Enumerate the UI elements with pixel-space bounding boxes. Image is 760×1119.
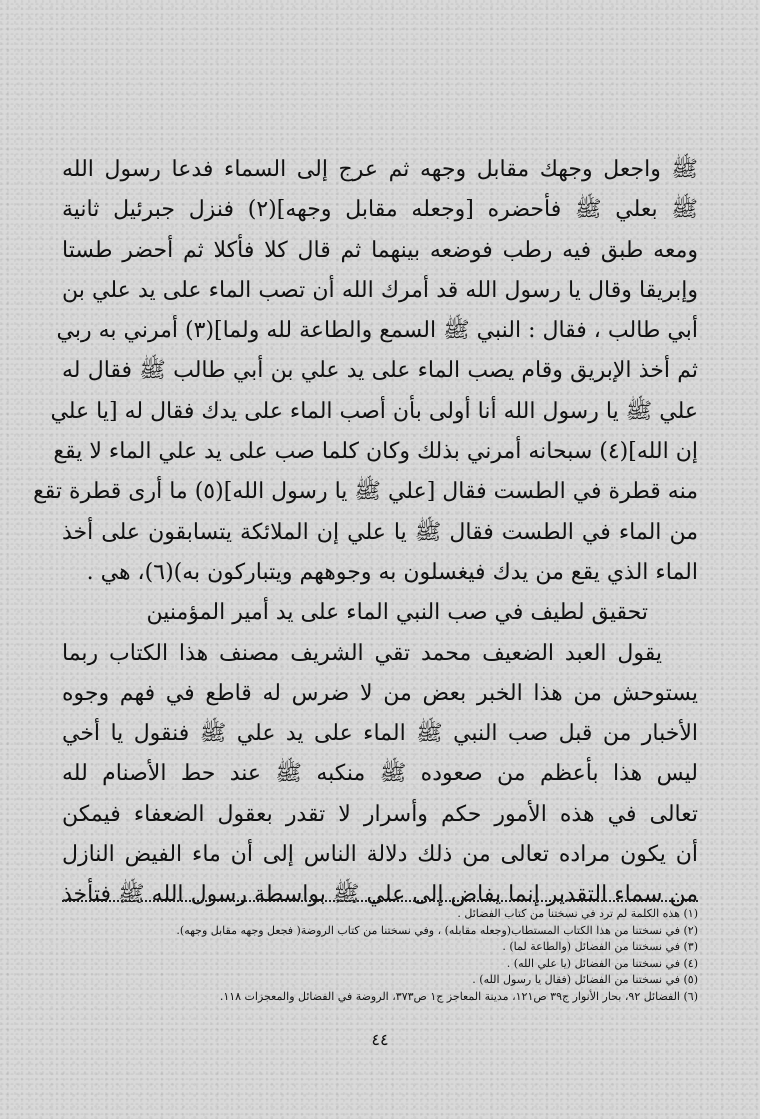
- page-number: ٤٤: [371, 1030, 389, 1049]
- text-line: الماء الذي يقع من يدك فيغسلون به وجوههم ويتباركون به)(٦)، هي .: [86, 559, 698, 585]
- section-heading: تحقيق لطيف في صب النبي الماء على يد أمير المؤمنين: [146, 600, 648, 626]
- text-line: ليس هذا بأعظم من صعوده ﷺ منكبه ﷺ عند حط الأصنام لله: [62, 761, 698, 787]
- main-text: [33, 150, 698, 916]
- text-line: يقول العبد الضعيف محمد تقي الشريف مصنف هذا الكتاب ربما: [62, 640, 662, 666]
- text-line: ﷺ بعلي ﷺ فأحضره [وجعله مقابل وجهه](٢) فنزل جبرئيل ثانية: [62, 197, 698, 223]
- footnote: (٥) في نسختنا من الفضائل (فقال يا رسول الله) .: [472, 973, 698, 987]
- text-line: إن الله](٤) سبحانه أمرني بذلك وكان كلما صب على يد علي الماء لا يقع: [53, 439, 698, 465]
- text-line: أن يكون مراده تعالى من ذلك دلالة الناس إلى أن ماء الفيض النازل: [62, 842, 698, 868]
- footnote: (٣) في نسختنا من الفضائل (والطاعة لما) .: [502, 940, 698, 954]
- text-line: علي ﷺ يا رسول الله أنا أولى بأن أصب الماء على يدك فقال له [يا علي: [50, 398, 698, 424]
- text-line: منه قطرة في الطست فقال [علي ﷺ يا رسول الله](٥) ما أرى قطرة تقع: [33, 479, 698, 505]
- text-line: الأخبار من قبل صب النبي ﷺ الماء على يد علي ﷺ فنقول يا أخي: [62, 721, 698, 747]
- text-line: من الماء في الطست فقال ﷺ يا علي إن الملائكة يتسابقون على أخذ: [62, 519, 698, 545]
- footnote: (٢) في نسختنا من هذا الكتاب المستطاب(وجعله مقابله) ، وفي نسختنا من كتاب الروضة( فجعل وجهه مقابل وجهه).: [176, 923, 698, 937]
- text-line: وإبريقا وقال يا رسول الله قد أمرك الله أن تصب الماء على يد علي بن: [62, 277, 698, 303]
- footnote: (٦) الفضائل ٩٢، بحار الأنوار ج٣٩ ص١٢١، مدينة المعاجز ج١ ص٣٧٣، الروضة في الفضائل والمعجزات ١١٨.: [219, 989, 698, 1003]
- footnote: (٤) في نسختنا من الفضائل (يا علي الله) .: [506, 956, 698, 970]
- text-line: يستوحش من هذا الخبر بعض من لا ضرس له قاطع في فهم وجوه: [62, 680, 698, 706]
- text-line: من سماء التقدير إنما يفاض إلى علي ﷺ بواسطة رسول الله ﷺ فتأخذ: [62, 882, 698, 908]
- footnotes: [62, 906, 698, 1006]
- text-line: أبي طالب ، فقال : النبي ﷺ السمع والطاعة لله ولما](٣) أمرني به ربي: [56, 318, 698, 344]
- text-line: تعالى في هذه الأمور حكم وأسرار لا تقدر بعقول الضعفاء فيمكن: [62, 801, 698, 827]
- footnote: (١) هذه الكلمة لم ترد في نسختنا من كتاب الفضائل .: [457, 907, 698, 920]
- text-line: ثم أخذ الإبريق وقام يصب الماء على يد علي بن أبي طالب ﷺ فقال له: [62, 358, 698, 384]
- footnote-divider: [62, 900, 698, 902]
- text-line: ومعه طبق فيه رطب فوضعه بينهما ثم قال كلا فأكلا ثم أحضر طستا: [62, 237, 698, 263]
- text-line: ﷺ واجعل وجهك مقابل وجهه ثم عرج إلى السماء فدعا رسول الله: [62, 157, 698, 182]
